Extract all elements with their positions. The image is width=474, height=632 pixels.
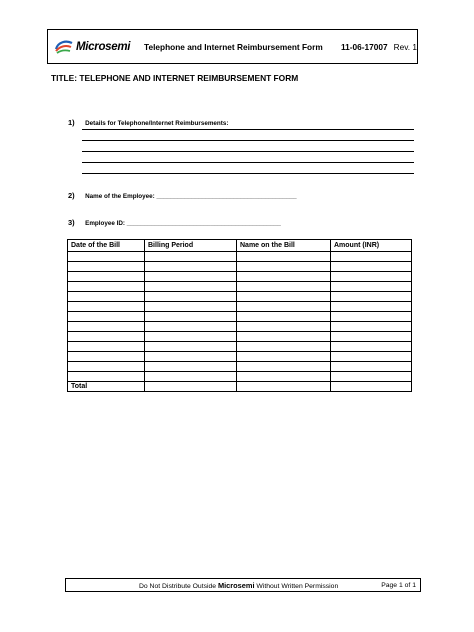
- table-cell[interactable]: [145, 302, 237, 312]
- total-label: Total: [68, 382, 145, 392]
- item-2[interactable]: [68, 185, 297, 203]
- table-cell[interactable]: [68, 362, 145, 372]
- table-row: [68, 292, 412, 302]
- table-cell[interactable]: [68, 322, 145, 332]
- table-cell[interactable]: [68, 292, 145, 302]
- reimbursement-table: [67, 239, 412, 392]
- table-row: [68, 342, 412, 352]
- document-number: 11-06-17007: [341, 41, 388, 52]
- table-cell[interactable]: [68, 282, 145, 292]
- details-line-3[interactable]: [82, 151, 414, 152]
- page-number: Page 1 of 1: [381, 581, 416, 589]
- table-cell[interactable]: [68, 332, 145, 342]
- table-cell[interactable]: [237, 382, 331, 392]
- table-cell[interactable]: [145, 332, 237, 342]
- form-title: TITLE: TELEPHONE AND INTERNET REIMBURSEMENT FORM: [51, 73, 299, 83]
- table-cell[interactable]: [331, 272, 412, 282]
- table-cell[interactable]: [145, 382, 237, 392]
- table-row: [68, 362, 412, 372]
- table-cell[interactable]: [145, 282, 237, 292]
- table-row: [68, 272, 412, 282]
- table-cell[interactable]: [68, 262, 145, 272]
- page-header: [47, 29, 418, 64]
- table-cell[interactable]: [237, 362, 331, 372]
- table-header-row: [68, 240, 412, 252]
- page-footer: [65, 578, 421, 592]
- table-cell[interactable]: [145, 362, 237, 372]
- table-cell[interactable]: [145, 252, 237, 262]
- item-1-number: 1): [68, 118, 75, 127]
- column-header-billing-period: Billing Period: [145, 240, 237, 252]
- table-cell[interactable]: [68, 252, 145, 262]
- table-row: [68, 312, 412, 322]
- table-cell[interactable]: [237, 352, 331, 362]
- table-cell[interactable]: [331, 352, 412, 362]
- table-cell[interactable]: [331, 342, 412, 352]
- table-cell[interactable]: [237, 322, 331, 332]
- table-cell[interactable]: [331, 312, 412, 322]
- table-cell[interactable]: [68, 302, 145, 312]
- table-cell[interactable]: [145, 262, 237, 272]
- column-header-date: Date of the Bill: [68, 240, 145, 252]
- table-cell[interactable]: [145, 312, 237, 322]
- item-1: [68, 112, 228, 130]
- item-1-label: Details for Telephone/Internet Reimbursements:: [85, 120, 229, 127]
- column-header-amount: Amount (INR): [331, 240, 412, 252]
- table-cell[interactable]: [237, 262, 331, 272]
- footer-notice: [66, 581, 381, 590]
- details-line-4[interactable]: [82, 162, 414, 163]
- table-cell[interactable]: [68, 342, 145, 352]
- table-cell[interactable]: [331, 362, 412, 372]
- details-line-1[interactable]: [82, 129, 414, 130]
- item-2-number: 2): [68, 191, 75, 200]
- logo-text: Microsemi: [76, 40, 131, 53]
- microsemi-logo-icon: [54, 39, 74, 55]
- table-row: [68, 262, 412, 272]
- table-cell[interactable]: [237, 302, 331, 312]
- item-3-number: 3): [68, 218, 75, 227]
- header-title: Telephone and Internet Reimbursement Form: [144, 41, 323, 52]
- item-3[interactable]: [68, 212, 281, 230]
- table-row: [68, 332, 412, 342]
- table-cell[interactable]: [237, 342, 331, 352]
- table-cell[interactable]: [331, 292, 412, 302]
- table-total-row: [68, 382, 412, 392]
- table-cell[interactable]: [331, 322, 412, 332]
- table-cell[interactable]: [145, 352, 237, 362]
- table-cell[interactable]: [237, 292, 331, 302]
- footer-brand: Microsemi: [217, 580, 255, 590]
- footer-prefix: Do Not Distribute Outside: [138, 582, 217, 590]
- table-cell[interactable]: [145, 292, 237, 302]
- table-cell[interactable]: [145, 322, 237, 332]
- table-cell[interactable]: [331, 252, 412, 262]
- table-cell[interactable]: [237, 252, 331, 262]
- table-cell[interactable]: [331, 332, 412, 342]
- table-cell[interactable]: [68, 312, 145, 322]
- table-row: [68, 372, 412, 382]
- table-cell[interactable]: [331, 262, 412, 272]
- table-cell[interactable]: [237, 282, 331, 292]
- table-row: [68, 322, 412, 332]
- table-row: [68, 282, 412, 292]
- employee-name-field[interactable]: Name of the Employee: ________________________________________: [85, 193, 297, 200]
- table-cell[interactable]: [68, 272, 145, 282]
- table-cell[interactable]: [145, 372, 237, 382]
- table-cell[interactable]: [331, 302, 412, 312]
- table-cell[interactable]: [145, 272, 237, 282]
- table-row: [68, 302, 412, 312]
- table-cell[interactable]: [237, 272, 331, 282]
- details-line-5[interactable]: [82, 173, 414, 174]
- details-line-2[interactable]: [82, 140, 414, 141]
- table-cell[interactable]: [68, 352, 145, 362]
- column-header-name-on-bill: Name on the Bill: [237, 240, 331, 252]
- company-logo: [48, 30, 138, 63]
- document-revision: Rev. 1: [393, 41, 417, 52]
- table-cell[interactable]: [237, 312, 331, 322]
- table-cell[interactable]: [237, 372, 331, 382]
- table-cell[interactable]: [68, 372, 145, 382]
- table-cell[interactable]: [145, 342, 237, 352]
- footer-suffix: Without Written Permission: [256, 582, 339, 590]
- table-row: [68, 352, 412, 362]
- table-cell[interactable]: [331, 372, 412, 382]
- table-cell[interactable]: [237, 332, 331, 342]
- total-amount-cell[interactable]: [331, 382, 412, 392]
- employee-id-field[interactable]: Employee ID: ____________________________________________: [85, 220, 281, 227]
- table-row: [68, 252, 412, 262]
- table-cell[interactable]: [331, 282, 412, 292]
